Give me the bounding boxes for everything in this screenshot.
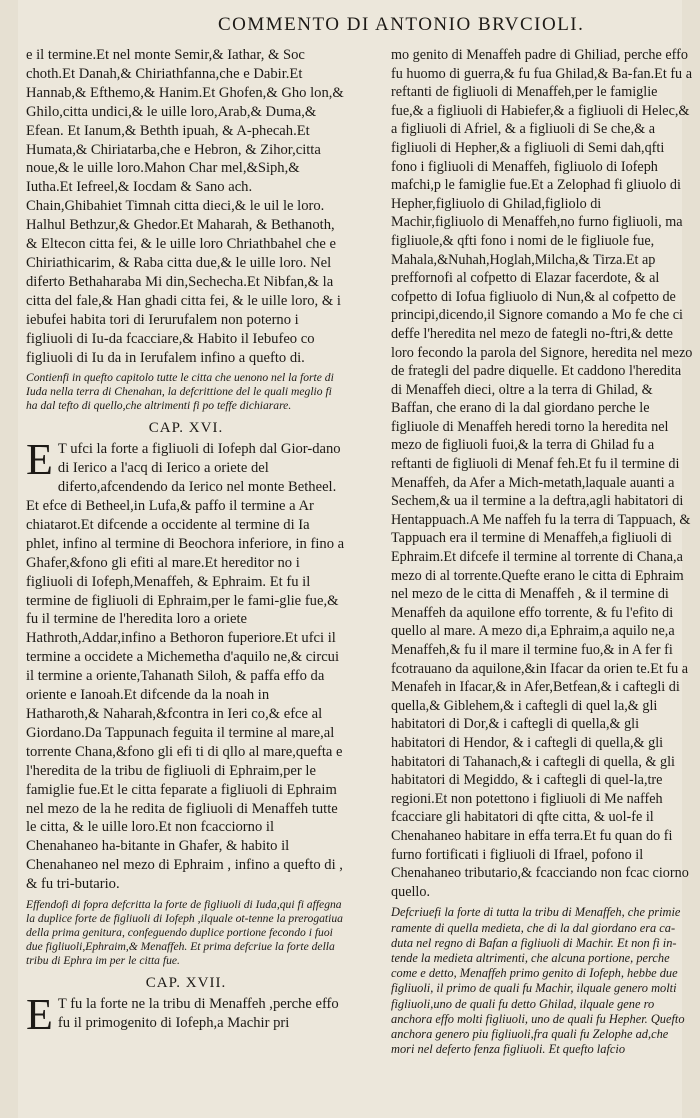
chapter-text [26,435,346,894]
chapter-heading: CAP. XVI. [148,420,224,437]
commentary-note: Effendofi di fopra defcritta la forte de figliuoli di Iuda,qui fi affegna la duplice forte de figliuoli di Iofeph ,ilquale ot-tenne la prerogatiua della prima genitura, confeguendo duplice portione fecondo i fuoi due figliuoli,Ephraim,& Menaffeh. Et prima defcriue la forte della tribu di Ephra im per le citta fue. [26,898,343,968]
chapter-text-body: T ufci la forte a figliuoli di Iofeph dal Gior-dano di Ierico a l'acq di Ierico a oriete del diferto,afcendendo da Ierico nel monte Betheel. Et efce di Betheel,in Lufa,& paffo il termine a Ar chiatarot.Et difcende a occidente al termine di Ia phlet, infino al termine di Beochora inferiore, in fino a Ghafer,&fono gli efiti al mare.Et hereditor no i figliuoli di Iofeph,Menaffeh, & Ephraim. Et fu il termine de figliuoli di Ephraim,per le fami-glie fue,& fu il termine de l'heredita loro a oriete Hathroth,Addar,infino a Bethoron fuperiore.Et ufci il termine a occidete a Michemetha d'aquilo ne,& circui il termine a oriente,Tahanath Siloh, & paffa effo da oriente e Ianoah.Et difcende da la noah in Hatharoth,& Naharah,&fcontra in Ieri co,& efce al Giordano.Da Tappunach feguita il termine al mare,al torrente Chana,&fono gli efi ti di qllo al mare,quefta e l'heredita de la tribu de figliuoli di Ephraim,per le famiglie fue.Et le citta feparate a figliuoli di Ephraim nel mezo de la he redita de figliuoli di Menaffeh tutte le citta, & le uille loro.Et non fcacciorno il Chenahaneo ha-bitante in Ghafer, & habito il Chenahaneo nel mezo di Ephraim , infino a quefto di , & fu tri-butario. [26,441,345,893]
running-header: COMMENTO DI ANTONIO BRVCIOLI. [218,14,585,35]
right-column [391,46,693,1063]
book-page [18,0,693,1118]
body-paragraph: mo genito di Menaffeh padre di Ghiliad, perche effo fu huomo di guerra,& fu fua Ghilad,& Ba-fan.Et fu a reftanti de figliuoli di Menaffeh,per le famiglie fue,& a figliuoli di Habiefer,& a figliuoli di Helec,& a figliuoli di Afriel, & a figliuoli di Se che,& a figliuoli di Hepher,& a figliuoli di Semi dah,qfti fono i figliuoli di Menaffeh, figliuolo di Iofeph mafchi,p le famiglie fue.Et a Zelophad fi gliuolo di Hepher,figliuolo di Ghilad,figliolo di Machir,figliuolo di Menaffeh,no furno figliuoli, ma figliuole,& qfti fono i nomi de le figliuole fue, Mahala,&Nuhah,Hoglah,Milcha,& Tirza.Et ap preffornofi al cofpetto di Elazar facerdote, & al cofpetto di Iofua figliuolo di Nun,& al cofpetto de principi,dicendo,il Signore comando a Mo fe che ci deffe l'heredita nel mezo de fategli no-ftri,& dette loro fecondo la parola del Signore, heredita nel mezo de frategli del padre diquelle. Et caddono l'heredita di Menaffeh dieci, oltre a la terra di Ghilad, & Baffan, che erano di la dal giordano perche le figliuole di Menaffeh heredi torno la heredita nel mezo de figliuoli fuoi,& la terra di Ghilad fu a reftanti de figliuoli di Menaf feh.Et fu il termine di Menaffeh, da Afer a Mich-metath,laquale auanti a Sechem,& ua il termine a la deftra,agli habitatori di Hentappuach.A Me naffeh fu la terra di Tappuach, & Tappuach era il termine di Menaffeh,a figliuoli di Ephraim.Et difcefe il termine al torrente di Chana,a mezo di al torrente.Quefte erano le citta di Ephraim nel mezo de le citta di Menaffeh , & il termine di Menaffeh da aquilone effo torrente, & fu l'efito di quello al mare. A mezo di,a Ephraim,a aquilo ne,a Menaffeh,& fu il mare il termine fuo,& in A fer fi fcotrauano da aquilone,&in Ifacar da orien te.Et fu a Menafeh in Ifacar,& in Afer,Betfean,& i caftegli di quella,& Giblehem,& i caftegli di quel la,& gli habitatori di Dor,& i caftegli di quella,& gli habitatori di Hendor, & i caftegli di quella,& gli habitatori di Tahanach,& i caftegli di quella, & gli habitatori di Megiddo, & i caftegli di quel-la,tre regioni.Et non potettono i figliuoli di Me naffeh fcacciare gli habitatori di qfte citta, & uol-fe il Chenahaneo habitare in effa terra.Et fu quan do fi furno fortificati i figliuoli di Ifrael, pofono il Chenahaneo tributario,& fcacciando non fcac ciorno quello. [391,47,693,900]
chapter-heading: CAP. XVII. [145,975,227,992]
commentary-note: Defcriuefi la forte di tutta la tribu di Menaffeh, che primie ramente di quella medieta, che di la dal giordano era ca-duta nel regno di Bafan a figliuoli di Machir. Et non fi in-tende la medieta altrimenti, che alcuna portione, perche come e detto, Menaffeh primo genito di Iofeph, hebbe due figliuoli, il primo de quali fu Machir, ilquale genero molti figliuoli,uno de quali fu detto Ghilad, ilquale gene ro anchora effo molti figliuoli, uno de quali fu Hepher. Quefto anchora genero piu figliuoli,fra quali fu Zelophe ad,che mori nel deferto fenza figliuoli. Et quefto lafcio [391,905,685,1057]
left-column [26,46,346,1039]
chapter-text [26,989,346,1039]
drop-cap-initial: E [26,435,53,485]
chapter-text-body: T fu la forte ne la tribu di Menaffeh ,perche effo fu il primogenito di Iofeph,a Machir pri [57,995,339,1031]
commentary-note: Contienfi in quefto capitolo tutte le citta che uenono nel la forte di Iuda nella terra di Chenahan, la defcrittione del le quali meglio fi ha dal tefto di quello,che altrimenti fi po teffe dichiarare. [26,371,334,413]
drop-cap-initial: E [26,989,53,1039]
body-paragraph: e il termine.Et nel monte Semir,& Iathar, & Soc choth.Et Danah,& Chiriathfanna,che e Dabir.Et Hannab,& Efthemo,& Hanim.Et Ghofen,& Gho lon,& Ghilo,citta undici,& le uille loro,Arab,& Duma,& Efean. Et Ianum,& Bethth ipuah, & A-phecah.Et Humata,& Chiriatarba,che e Hebron, & Zihor,citta noue,& le uille loro.Mahon Char mel,&Siph,& Iutha.Et Iefreel,& Iocdam & Sano ach. Chain,Ghibahiet Timnah citta dieci,& le uil le loro. Halhul Bethzur,& Ghedor.Et Maharah, & Bethanoth, & Eltecon citta fei, & le uille loro Chriathbahel che e Chiriathicarim, & Raba citta due,& le uille loro. Nel diferto Bethaharaba Mi din,Sechecha.Et Nibfan,& la citta del fale,& Han ghadi citta fei, & le uille loro, & i iebufei habita tori di Ierurufalem non poterno i figliuoli di Iu-da fcacciare,& Habito il Iebufeo co figliuoli di Iu da in Ierufalem infino a quefto di. [26,47,344,366]
